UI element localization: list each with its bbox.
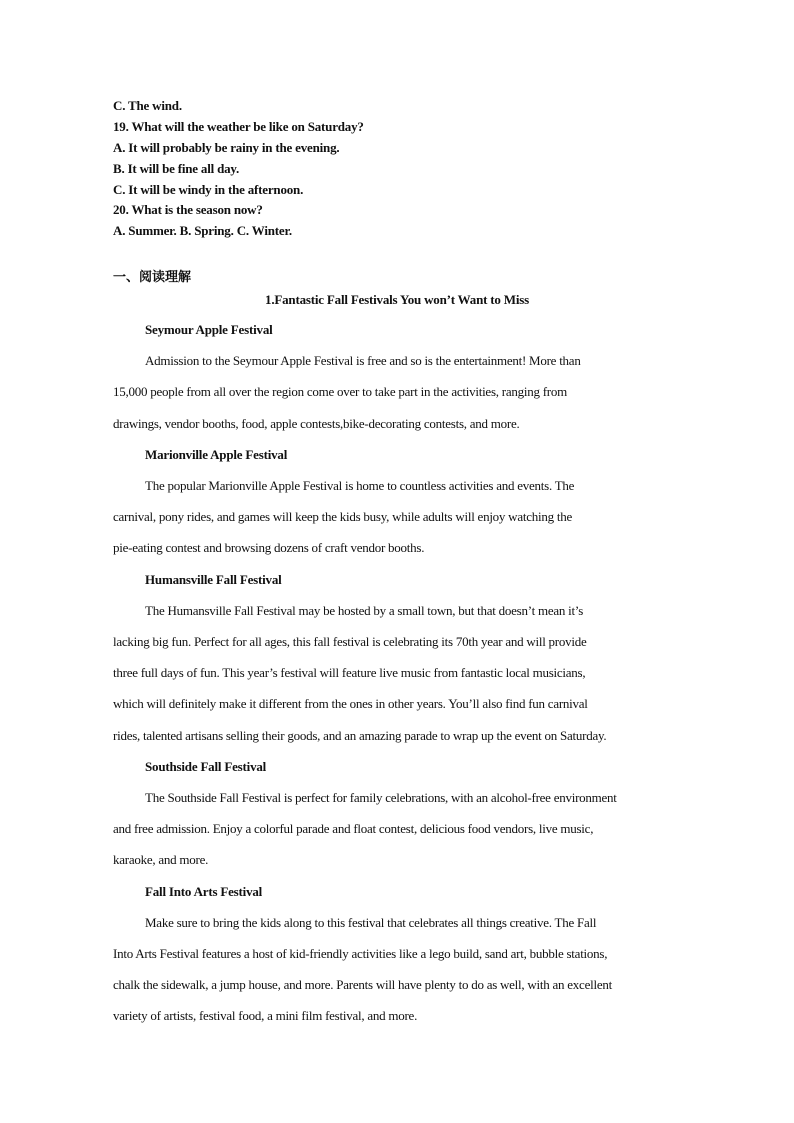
paragraph-line: Make sure to bring the kids along to this festival that celebrates all things creative. The Fall (145, 915, 597, 930)
festival-heading: Seymour Apple Festival (145, 322, 273, 337)
q19-option-c: C. It will be windy in the afternoon. (113, 182, 304, 197)
festival-heading: Fall Into Arts Festival (145, 884, 263, 899)
paragraph-line: The Southside Fall Festival is perfect for family celebrations, with an alcohol-free environment (145, 790, 617, 805)
q19-option-b: B. It will be fine all day. (113, 161, 240, 176)
festival-heading: Marionville Apple Festival (145, 447, 288, 462)
paragraph-line: 15,000 people from all over the region come over to take part in the activities, ranging from (113, 384, 567, 399)
paragraph-line: Into Arts Festival features a host of kid-friendly activities like a lego build, sand art, bubble stations, (113, 946, 608, 961)
paragraph-line: The popular Marionville Apple Festival is home to countless activities and events. The (145, 478, 575, 493)
q19-stem: 19. What will the weather be like on Saturday? (113, 119, 364, 134)
paragraph-line: rides, talented artisans selling their goods, and an amazing parade to wrap up the event on Saturday. (113, 728, 607, 743)
q18-option-c: C. The wind. (113, 98, 182, 113)
paragraph-line: chalk the sidewalk, a jump house, and more. Parents will have plenty to do as well, with an excellent (113, 977, 612, 992)
paragraph-line: The Humansville Fall Festival may be hosted by a small town, but that doesn’t mean it’s (145, 603, 583, 618)
festival-heading: Humansville Fall Festival (145, 572, 282, 587)
paragraph-line: karaoke, and more. (113, 852, 209, 867)
paragraph-line: three full days of fun. This year’s festival will feature live music from fantastic local musicians, (113, 665, 586, 680)
q20-options: A. Summer. B. Spring. C. Winter. (113, 223, 292, 238)
paragraph-line: Admission to the Seymour Apple Festival is free and so is the entertainment! More than (145, 353, 581, 368)
q20-stem: 20. What is the season now? (113, 202, 263, 217)
paragraph-line: lacking big fun. Perfect for all ages, this fall festival is celebrating its 70th year and will provide (113, 634, 587, 649)
section-heading: 一、阅读理解 (113, 270, 192, 285)
paragraph-line: pie-eating contest and browsing dozens of craft vendor booths. (113, 540, 425, 555)
festival-heading: Southside Fall Festival (145, 759, 267, 774)
paragraph-line: carnival, pony rides, and games will keep the kids busy, while adults will enjoy watching the (113, 509, 572, 524)
paragraph-line: which will definitely make it different from the ones in other years. You’ll also find fun carnival (113, 696, 588, 711)
paragraph-line: and free admission. Enjoy a colorful parade and float contest, delicious food vendors, live music, (113, 821, 594, 836)
paragraph-line: variety of artists, festival food, a mini film festival, and more. (113, 1008, 418, 1023)
q19-option-a: A. It will probably be rainy in the evening. (113, 140, 340, 155)
passage-title: 1.Fantastic Fall Festivals You won’t Want to Miss (265, 292, 529, 307)
paragraph-line: drawings, vendor booths, food, apple contests,bike-decorating contests, and more. (113, 416, 520, 431)
